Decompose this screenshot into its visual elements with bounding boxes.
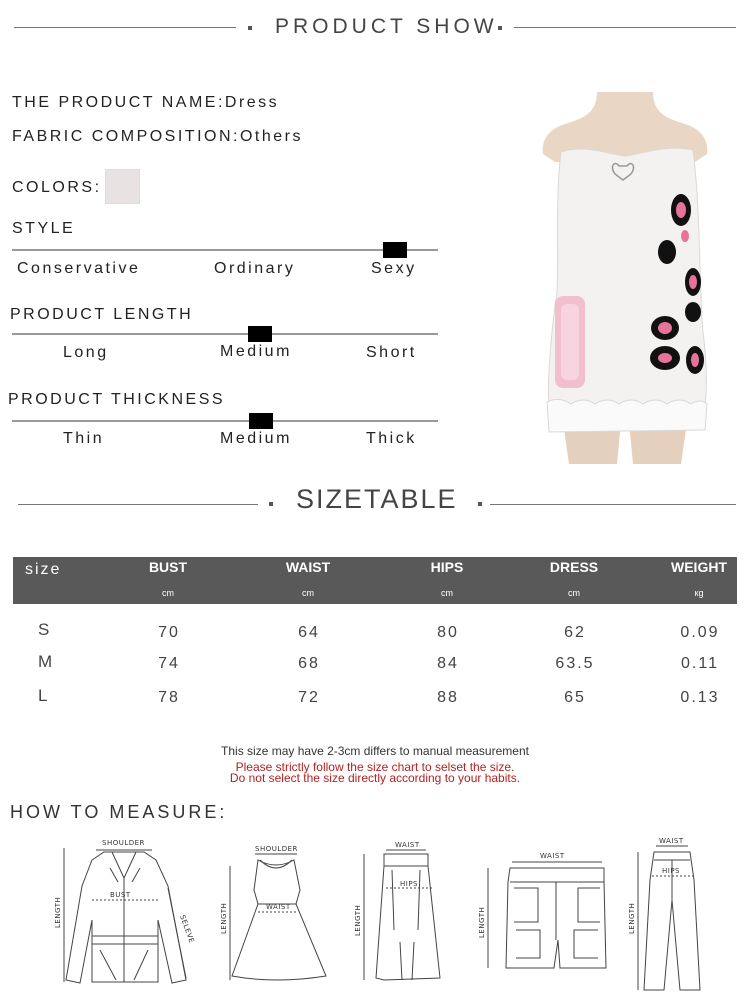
hips-label: HIPS — [400, 880, 418, 888]
scale-title-length: PRODUCT LENGTH — [10, 306, 194, 323]
divider-line — [14, 27, 236, 28]
fabric-value: Others — [239, 128, 303, 145]
length-label: LENGTH — [478, 906, 486, 938]
skirt-diagram — [376, 854, 440, 980]
waist-label: WAIST — [266, 903, 291, 911]
hips-label: HIPS — [662, 867, 680, 875]
table-cell: 65 — [564, 689, 586, 706]
waist-label: WAIST — [395, 841, 420, 849]
scale-option: Ordinary — [214, 260, 296, 277]
column-header-bust: BUST — [148, 559, 188, 575]
size-chart-warning: Please strictly follow the size chart to selset the size. — [235, 760, 515, 774]
how-to-measure-title: HOW TO MEASURE: — [10, 802, 228, 822]
length-label: LENGTH — [628, 902, 636, 934]
scale-marker-length — [248, 326, 272, 342]
fabric-label: FABRIC COMPOSITION: — [12, 128, 240, 145]
column-unit: cm — [568, 588, 580, 598]
table-cell: 88 — [437, 689, 459, 706]
sleeve-arrow — [168, 888, 186, 978]
scale-option: Thin — [63, 430, 105, 447]
shoulder-label: SHOULDER — [102, 839, 145, 847]
scale-title-style: STYLE — [12, 220, 76, 237]
fabric-row — [12, 128, 303, 146]
scale-option-selected: Medium — [220, 343, 292, 360]
size-table-header — [13, 557, 737, 604]
product-name-row — [12, 94, 279, 112]
table-cell: 74 — [158, 655, 180, 672]
scale-option-selected: Sexy — [371, 260, 417, 277]
shorts-diagram — [506, 868, 606, 968]
color-swatch[interactable] — [105, 169, 140, 204]
jacket-diagram — [66, 852, 186, 983]
table-cell: 63.5 — [555, 655, 595, 672]
column-header-waist: WAIST — [285, 559, 331, 575]
scale-option-selected: Medium — [220, 430, 292, 447]
divider-line — [514, 27, 736, 28]
waist-label: WAIST — [659, 837, 684, 845]
table-cell: 62 — [564, 624, 586, 641]
divider-dot — [498, 26, 502, 30]
section-title-product-show: PRODUCT SHOW — [275, 15, 498, 38]
column-header-weight: WEIGHT — [671, 559, 727, 575]
column-unit: cm — [441, 588, 453, 598]
table-cell: 72 — [298, 689, 320, 706]
dress-ruffle — [547, 399, 707, 432]
length-label: LENGTH — [220, 902, 228, 934]
scale-option: Short — [366, 344, 417, 361]
table-cell: 64 — [298, 624, 320, 641]
divider-dot — [478, 502, 482, 506]
row-size: S — [38, 620, 50, 639]
sleeve-label: SELEVE — [178, 913, 196, 945]
column-header-dress: DRESS — [549, 559, 599, 575]
section-title-sizetable: SIZETABLE — [296, 484, 458, 514]
scale-option: Thick — [366, 430, 417, 447]
shoulder-label: SHOULDER — [255, 845, 298, 853]
column-unit: cm — [302, 588, 314, 598]
scale-title-thickness: PRODUCT THICKNESS — [8, 391, 226, 408]
table-cell: 78 — [158, 689, 180, 706]
divider-line — [18, 504, 258, 505]
row-size: M — [38, 652, 53, 671]
waist-label: WAIST — [540, 852, 565, 860]
product-name-value: Dress — [224, 94, 280, 111]
size-habit-warning: Do not select the size directly according to your habits. — [229, 771, 521, 785]
column-unit: кg — [694, 588, 704, 598]
product-name-label: THE PRODUCT NAME: — [12, 94, 225, 111]
row-size: L — [38, 686, 48, 705]
length-label: LENGTH — [54, 896, 62, 928]
scale-option: Long — [63, 344, 109, 361]
column-unit: cm — [162, 588, 174, 598]
measure-diagrams — [0, 830, 750, 1000]
bust-label: BUST — [110, 891, 131, 899]
colors-label: COLORS: — [12, 179, 102, 196]
rhinestone-print — [555, 296, 585, 388]
table-cell: 0.09 — [680, 624, 720, 641]
scale-option: Conservative — [17, 260, 141, 277]
dress-diagram — [232, 860, 326, 980]
table-cell: 80 — [437, 624, 459, 641]
column-header-hips: HIPS — [430, 559, 464, 575]
dress-photo — [535, 92, 715, 466]
table-cell: 68 — [298, 655, 320, 672]
divider-dot — [269, 502, 273, 506]
scale-marker-style — [383, 242, 407, 258]
table-cell: 70 — [158, 624, 180, 641]
measurement-note: This size may have 2-3cm differs to manual measurement — [221, 744, 529, 758]
table-cell: 0.11 — [681, 655, 719, 672]
size-column-header: size — [25, 561, 62, 578]
scale-track — [12, 249, 438, 251]
divider-line — [490, 504, 736, 505]
scale-track — [12, 420, 438, 422]
table-cell: 0.13 — [680, 689, 720, 706]
length-label: LENGTH — [354, 904, 362, 936]
scale-track — [12, 333, 438, 335]
scale-marker-thickness — [249, 413, 273, 429]
table-cell: 84 — [437, 655, 459, 672]
divider-dot — [248, 26, 252, 30]
